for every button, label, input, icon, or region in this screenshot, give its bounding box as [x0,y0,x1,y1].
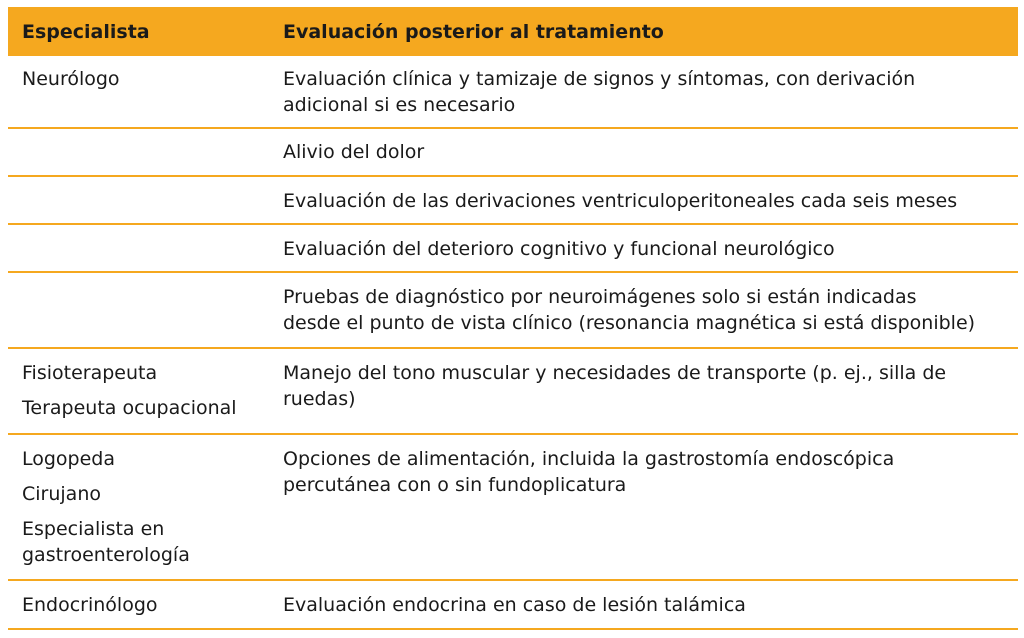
specialist-name: gastroenterología [22,544,190,566]
table-row [8,435,1018,581]
evaluation-text: Evaluación del deterioro cognitivo y funcional neurológico [283,238,835,260]
specialist-cell [8,188,280,223]
specialist-cell [8,139,280,175]
table-row [8,581,1018,630]
specialist-name: Endocrinólogo [22,594,158,616]
specialist-name: Logopeda [22,448,116,470]
header-evaluation: Evaluación posterior al tratamiento [283,20,664,43]
specialist-name: Fisioterapeuta [22,362,158,384]
treatment-evaluation-table [8,7,1018,630]
evaluation-text: Evaluación endocrina en caso de lesión talámica [283,594,746,616]
evaluation-cell [280,446,1018,579]
evaluation-cell [280,188,1018,223]
evaluation-cell [280,360,1018,433]
evaluation-text: percutánea con o sin fundoplicatura [283,474,627,496]
table-row [8,225,1018,273]
table-row [8,56,1018,129]
specialist-name: Neurólogo [22,68,120,90]
evaluation-cell [280,284,1018,347]
table-header [8,7,1018,56]
evaluation-text: adicional si es necesario [283,94,516,116]
evaluation-text: desde el punto de vista clínico (resonancia magnética si está disponible) [283,312,976,334]
specialist-cell [8,236,280,271]
evaluation-cell [280,139,1018,175]
specialist-cell [8,360,280,433]
evaluation-text: Pruebas de diagnóstico por neuroimágenes solo si están indicadas [283,286,917,308]
specialist-name: Terapeuta ocupacional [22,397,237,419]
specialist-cell [8,66,280,127]
evaluation-text: Evaluación de las derivaciones ventriculoperitoneales cada seis meses [283,190,958,212]
table-row [8,177,1018,225]
table-row [8,129,1018,177]
evaluation-text: ruedas) [283,388,356,410]
specialist-cell [8,284,280,347]
evaluation-text: Manejo del tono muscular y necesidades de transporte (p. ej., silla de [283,362,947,384]
specialist-name: Especialista en [22,518,165,540]
header-specialist: Especialista [22,20,150,43]
evaluation-text: Alivio del dolor [283,141,425,163]
specialist-cell [8,592,280,628]
evaluation-cell [280,592,1018,628]
evaluation-text: Opciones de alimentación, incluida la gastrostomía endoscópica [283,448,895,470]
table-row [8,273,1018,349]
table-row [8,349,1018,435]
evaluation-text: Evaluación clínica y tamizaje de signos y síntomas, con derivación [283,68,916,90]
specialist-cell [8,446,280,579]
evaluation-cell [280,236,1018,271]
specialist-name: Cirujano [22,483,101,505]
evaluation-cell [280,66,1018,127]
